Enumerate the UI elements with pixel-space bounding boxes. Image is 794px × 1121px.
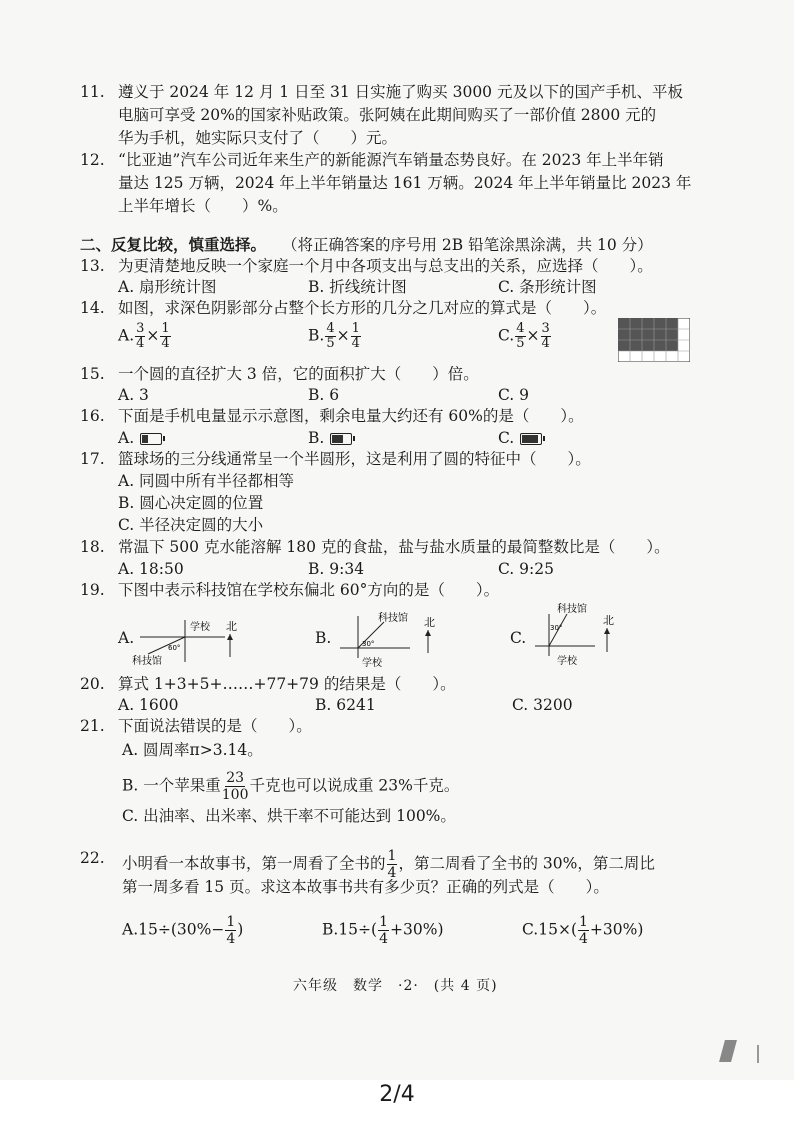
q22-line1: 小明看一本故事书，第一周看了全书的 $\frac{1}{4}$ ，第二周看了全书的 30%，第二周比 (122, 848, 655, 881)
q12-number: 12. (80, 151, 105, 169)
q17-option-c[interactable]: C. 半径决定圆的大小 (118, 516, 264, 534)
q19-option-a[interactable]: A. (118, 629, 135, 647)
q13-number: 13. (80, 257, 105, 275)
battery-icon (520, 433, 542, 445)
q21-number: 21. (80, 717, 105, 735)
q16-option-a[interactable]: A. (118, 428, 162, 448)
q17-option-a[interactable]: A. 同圆中所有半径都相等 (118, 472, 295, 490)
q14-option-a[interactable]: A. $\frac{3}{4}$ × $\frac{1}{4}$ (118, 321, 170, 351)
q21-option-c[interactable]: C. 出油率、出米率、烘干率不可能达到 100%。 (122, 807, 456, 825)
q15-text: 一个圆的直径扩大 3 倍，它的面积扩大（ ）倍。 (118, 365, 479, 383)
q22-number: 22. (80, 849, 105, 867)
q14-text: 如图，求深色阴影部分占整个长方形的几分之几对应的算式是（ ）。 (118, 299, 607, 317)
q19-diagram-a (130, 612, 250, 667)
q21-option-b[interactable]: B. 一个苹果重 $\frac{23}{100}$ 千克也可以说成重 23%千克。 (122, 770, 460, 803)
q11-line2: 电脑可享受 20%的国家补贴政策。张阿姨在此期间购买了一部价值 2800 元的 (118, 106, 657, 124)
q13-option-b[interactable]: B. 折线统计图 (308, 278, 407, 296)
q11-number: 11. (80, 83, 105, 101)
q16-option-c[interactable]: C. (498, 428, 542, 448)
q11-line3: 华为手机，她实际只支付了（ ）元。 (118, 129, 398, 147)
q22-line2: 第一周多看 15 页。求这本故事书共有多少页？正确的列式是（ ）。 (122, 878, 609, 896)
q17-text: 篮球场的三分线通常呈一个半圆形，这是利用了圆的特征中（ ）。 (118, 450, 591, 468)
q19-option-c[interactable]: C. (510, 629, 527, 647)
page-indicator: 2/4 (379, 1082, 415, 1107)
q19-diagram-c (535, 602, 625, 672)
q12-line1: “比亚迪”汽车公司近年来生产的新能源汽车销量态势良好。在 2023 年上半年销 (118, 151, 664, 169)
q22-option-b[interactable]: B.15÷( $\frac{1}{4}$ +30%) (322, 914, 444, 947)
q15-number: 15. (80, 365, 105, 383)
svg-text:科技馆: 科技馆 (557, 604, 587, 615)
q17-option-b[interactable]: B. 圆心决定圆的位置 (118, 494, 264, 512)
svg-text:30°: 30° (362, 640, 375, 648)
q16-text: 下面是手机电量显示示意图，剩余电量大约还有 60%的是（ ）。 (118, 407, 584, 425)
q21-option-a[interactable]: A. 圆周率π>3.14。 (122, 741, 263, 759)
q12-line2: 量达 125 万辆，2024 年上半年销量达 161 万辆。2024 年上半年销量比 2023 年 (118, 174, 692, 192)
page-footer: 六年级 数学 ·2· (共 4 页) (293, 978, 498, 994)
svg-text:60°: 60° (168, 644, 181, 652)
battery-icon (330, 433, 352, 445)
q18-option-c[interactable]: C. 9:25 (498, 560, 554, 578)
q15-option-c[interactable]: C. 9 (498, 386, 530, 404)
svg-text:科技馆: 科技馆 (378, 613, 408, 624)
q16-number: 16. (80, 407, 105, 425)
q20-number: 20. (80, 675, 105, 693)
q13-text: 为更清楚地反映一个家庭一个月中各项支出与总支出的关系，应选择（ ）。 (118, 257, 653, 275)
q22-option-a[interactable]: A.15÷(30%− $\frac{1}{4}$ ) (122, 914, 244, 947)
q15-option-a[interactable]: A. 3 (118, 386, 149, 404)
svg-text:学校: 学校 (190, 622, 210, 633)
q18-option-a[interactable]: A. 18:50 (118, 560, 184, 578)
q14-option-c[interactable]: C. $\frac{4}{5}$ × $\frac{3}{4}$ (498, 321, 550, 351)
q20-option-c[interactable]: C. 3200 (512, 696, 573, 714)
q20-option-b[interactable]: B. 6241 (315, 696, 376, 714)
q13-option-c[interactable]: C. 条形统计图 (498, 278, 597, 296)
q22-option-c[interactable]: C.15×( $\frac{1}{4}$ +30%) (522, 914, 644, 947)
q19-number: 19. (80, 581, 105, 599)
q16-option-b[interactable]: B. (308, 428, 352, 448)
q15-option-b[interactable]: B. 6 (308, 386, 340, 404)
svg-text:北: 北 (603, 614, 614, 627)
q19-diagram-b (340, 608, 450, 670)
scan-mark (719, 1040, 737, 1062)
q17-number: 17. (80, 450, 105, 468)
svg-text:学校: 学校 (557, 656, 577, 667)
q13-option-a[interactable]: A. 扇形统计图 (118, 278, 217, 296)
svg-text:30°: 30° (550, 624, 563, 632)
q12-line3: 上半年增长（ ）%。 (118, 197, 288, 215)
scan-mark (757, 1045, 759, 1063)
svg-text:学校: 学校 (362, 658, 382, 669)
svg-text:科技馆: 科技馆 (132, 656, 162, 667)
svg-text:北: 北 (424, 616, 435, 629)
q18-text: 常温下 500 克水能溶解 180 克的食盐，盐与盐水质量的最简整数比是（ ）。 (118, 538, 670, 556)
q19-text: 下图中表示科技馆在学校东偏北 60°方向的是（ ）。 (118, 581, 500, 599)
q11-line1: 遵义于 2024 年 12 月 1 日至 31 日实施了购买 3000 元及以下的国产手机、平板 (118, 83, 683, 101)
section2-note: （将正确答案的序号用 2B 铅笔涂黑涂满，共 10 分） (282, 236, 653, 254)
section2-title: 二、反复比较，慎重选择。 (80, 235, 267, 254)
q20-text: 算式 1+3+5+……+77+79 的结果是（ ）。 (118, 675, 456, 693)
q14-option-b[interactable]: B. $\frac{4}{5}$ × $\frac{1}{4}$ (308, 321, 360, 351)
q20-option-a[interactable]: A. 1600 (118, 696, 179, 714)
q19-option-b[interactable]: B. (315, 629, 332, 647)
battery-icon (140, 433, 162, 445)
svg-text:北: 北 (226, 620, 237, 633)
q21-text: 下面说法错误的是（ ）。 (118, 717, 312, 735)
q14-number: 14. (80, 299, 105, 317)
q18-number: 18. (80, 538, 105, 556)
q18-option-b[interactable]: B. 9:34 (308, 560, 365, 578)
shaded-rectangle-figure (618, 318, 690, 362)
